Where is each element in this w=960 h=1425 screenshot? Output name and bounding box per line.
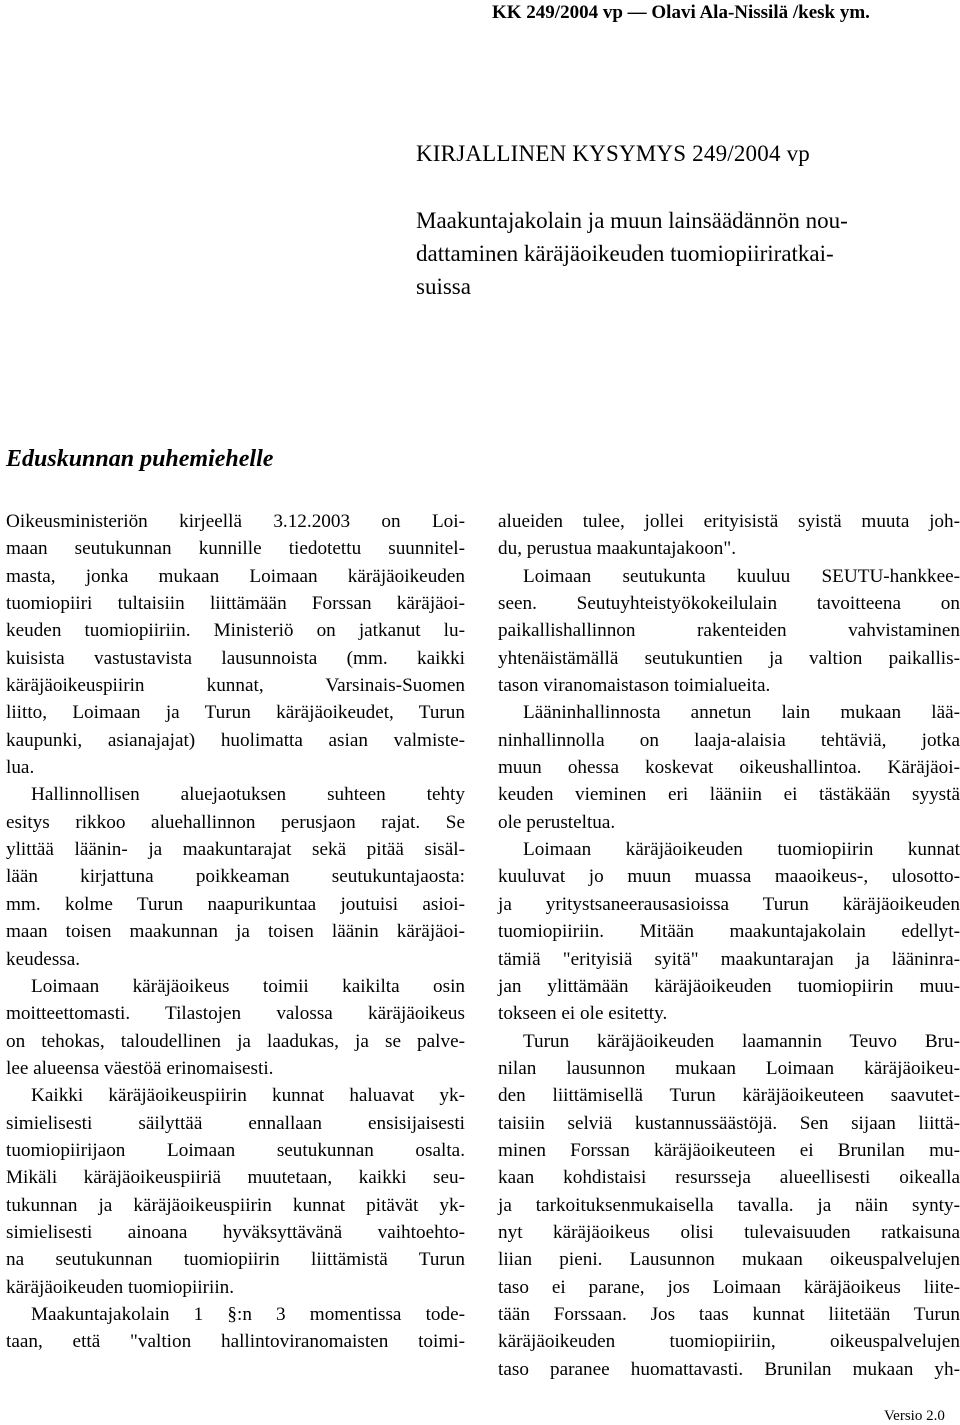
paragraph [6, 781, 465, 972]
text-line: nilan lausunnon mukaan Loimaan käräjäoikeu- [498, 1057, 960, 1079]
text-line: yhtenäistämällä seutukuntien ja valtion paikallis- [498, 647, 960, 669]
paragraph [6, 973, 465, 1082]
text-line: Kaikki käräjäoikeuspiirin kunnat haluavat yk- [31, 1085, 465, 1107]
paragraph [498, 508, 960, 563]
addressee: Eduskunnan puhemiehelle [6, 446, 274, 472]
text-line: tokseen ei ole esitetty. [498, 1003, 668, 1025]
text-line: tuomiopiirijaon Loimaan seutukunnan osalta. [6, 1139, 465, 1161]
text-line: nyt käräjäoikeus olisi tulevaisuuden ratkaisuna [498, 1221, 960, 1243]
text-line: kaupunki, asianajajat) huolimatta asian valmiste- [6, 729, 465, 751]
text-line: liitto, Loimaan ja Turun käräjäoikeudet, Turun [6, 702, 465, 724]
text-line: ninhallinnolla on laaja-alaisia tehtäviä, jotka [498, 729, 960, 751]
text-line: Lääninhallinnosta annetun lain mukaan lää- [523, 702, 960, 724]
text-line: taisiin selviä kustannussäästöjä. Sen sijaan liittä- [498, 1112, 960, 1134]
paragraph [498, 563, 960, 700]
text-line: ylittää läänin- ja maakuntarajat sekä pitää sisäl- [6, 839, 465, 861]
text-line: seen. Seutuyhteistyökokeilulain tavoitteena on [498, 593, 960, 615]
text-line: Loimaan käräjäoikeus toimii kaikilta osin [31, 975, 465, 997]
text-line: esitys rikkoo aluehallinnon perusjaon rajat. Se [6, 811, 465, 833]
right-column [498, 508, 960, 1383]
text-line: Oikeusministeriön kirjeellä 3.12.2003 on Loi- [6, 511, 465, 532]
text-line: Hallinnollisen aluejaotuksen suhteen tehty [31, 784, 465, 806]
text-line: keudessa. [6, 948, 81, 970]
version-label: Versio 2.0 [884, 1408, 945, 1424]
text-line: taso ei parane, jos Loimaan käräjäoikeus liite- [498, 1276, 960, 1298]
text-line: Maakuntajakolain 1 §:n 3 momentissa tode- [31, 1303, 465, 1325]
text-line: maan toisen maakunnan ja toisen läänin käräjäoi- [6, 921, 465, 943]
text-line: jan ylittämään käräjäoikeuden tuomiopiirin muu- [498, 975, 960, 997]
text-line: ja yritystsaneerausasioissa Turun käräjäoikeuden [498, 893, 960, 915]
text-line: simielisesti ainoana hyväksyttävänä vaihtoehto- [6, 1221, 465, 1243]
text-line: kaan kohdistaisi resursseja alueellisesti oikealla [498, 1167, 960, 1189]
text-line: tuomiopiiri tultaisiin liittämään Forssan käräjäoi- [6, 593, 465, 615]
left-column [6, 508, 465, 1356]
text-line: lään kirjattuna poikkeaman seutukuntajaosta: [6, 866, 465, 888]
text-line: alueiden tulee, jollei erityisistä syistä muuta joh- [498, 511, 960, 532]
text-line: käräjäoikeuspiirin kunnat, Varsinais-Suomen [6, 675, 465, 697]
text-line: Turun käräjäoikeuden laamannin Teuvo Bru- [523, 1030, 960, 1052]
text-line: käräjäoikeuden tuomiopiiriin. [6, 1276, 235, 1298]
title-line: suissa [416, 274, 471, 299]
paragraph [498, 836, 960, 1027]
text-line: lee alueensa väestöä erinomaisesti. [6, 1057, 274, 1079]
document-type: KIRJALLINEN KYSYMYS 249/2004 vp [416, 141, 811, 166]
paragraph [498, 1028, 960, 1383]
text-line: tukunnan ja käräjäoikeuspiirin kunnat pitävät yk- [6, 1194, 465, 1216]
paragraph [6, 1082, 465, 1301]
text-line: paikallishallinnon rakenteiden vahvistaminen [498, 620, 960, 642]
text-line: Mikäli käräjäoikeuspiiriä muutetaan, kaikki seu- [6, 1167, 465, 1189]
text-line: taso paranee huomattavasti. Brunilan mukaan yh- [498, 1358, 960, 1380]
text-line: taan, että "valtion hallintoviranomaisten toimi- [6, 1331, 465, 1353]
text-line: Loimaan seutukunta kuuluu SEUTU-hankkee- [523, 565, 960, 587]
title-line: Maakuntajakolain ja muun lainsäädännön nou- [416, 208, 848, 233]
text-line: käräjäoikeuden tuomiopiiriin, oikeuspalvelujen [498, 1331, 960, 1353]
document-header: KK 249/2004 vp — Olavi Ala-Nissilä /kesk ym. [492, 2, 870, 23]
text-line: minen Forssan käräjäoikeuteen ei Brunilan mu- [498, 1139, 960, 1161]
text-line: tason viranomaistason toimialueita. [498, 675, 771, 697]
text-line: masta, jonka mukaan Loimaan käräjäoikeuden [6, 565, 465, 587]
text-line: kuuluvat jo muun muassa maaoikeus-, ulosotto- [498, 866, 960, 888]
text-line: du, perustua maakuntajakoon". [498, 538, 737, 560]
text-line: mm. kolme Turun naapurikuntaa joutuisi asioi- [6, 893, 465, 915]
text-line: liian pieni. Lausunnon mukaan oikeuspalvelujen [498, 1249, 960, 1271]
text-line: maan seutukunnan kunnille tiedotettu suunnitel- [6, 538, 465, 560]
paragraph [6, 1301, 465, 1356]
text-line: ja tarkoituksenmukaisella tavalla. ja näin synty- [498, 1194, 960, 1216]
text-line: kuisista vastustavista lausunnoista (mm. kaikki [6, 647, 465, 669]
text-line: den liittämisellä Turun käräjäoikeuteen saavutet- [498, 1085, 960, 1107]
text-line: tään Forssaan. Jos taas kunnat liitetään Turun [498, 1303, 960, 1325]
text-line: lua. [6, 757, 35, 779]
title-line: dattaminen käräjäoikeuden tuomiopiiriratkai- [416, 241, 834, 266]
text-line: muun ohessa koskevat oikeushallintoa. Käräjäoi- [498, 757, 960, 779]
text-line: ole perusteltua. [498, 811, 616, 833]
text-line: moitteettomasti. Tilastojen valossa käräjäoikeus [6, 1003, 465, 1025]
text-line: keuden tuomiopiiriin. Ministeriö on jatkanut lu- [6, 620, 465, 642]
text-line: keuden vieminen eri lääniin ei tästäkään syystä [498, 784, 960, 806]
text-line: on tehokas, taloudellinen ja laadukas, ja se palve- [6, 1030, 465, 1052]
paragraph [6, 508, 465, 781]
paragraph [498, 699, 960, 836]
text-line: Loimaan käräjäoikeuden tuomiopiirin kunnat [523, 839, 960, 861]
document-title [416, 204, 952, 303]
text-line: tämiä "erityisiä syitä" maakuntarajan ja lääninra- [498, 948, 960, 970]
text-line: tuomiopiiriin. Mitään maakuntajakolain edellyt- [498, 921, 960, 943]
text-line: simielisesti säilyttää ennallaan ensisijaisesti [6, 1112, 465, 1134]
text-line: na seutukunnan tuomiopiirin liittämistä Turun [6, 1249, 465, 1271]
